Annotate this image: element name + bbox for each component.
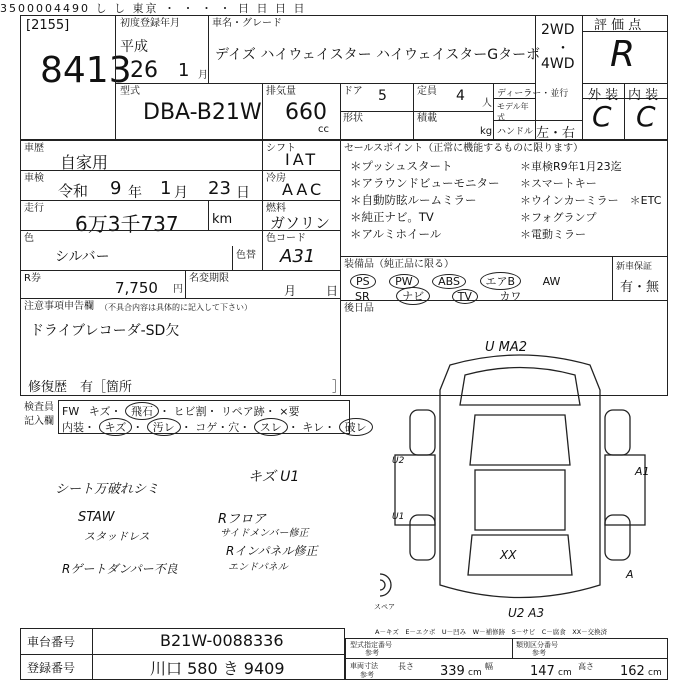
handnote-right-2: サイドメンバー修正 xyxy=(220,528,309,539)
car-body-outline xyxy=(440,355,600,598)
notes-sub: （不具合内容は具体的に記入して下さい） xyxy=(100,303,252,312)
handle-label: ハンドル xyxy=(497,127,534,137)
diag-mark-4: U2 xyxy=(392,456,405,466)
wheel-front-left xyxy=(410,410,435,455)
sales-point: ＊車検R9年1月23迄 xyxy=(520,160,622,173)
insp-item: キレ xyxy=(302,421,325,434)
type-sub: 参考 xyxy=(365,649,379,657)
sales-points-left xyxy=(350,158,500,243)
class-sub: 参考 xyxy=(532,649,546,657)
height-label: 高さ xyxy=(578,662,594,671)
drive-dot: ・ xyxy=(556,41,570,57)
doors-value: 5 xyxy=(378,88,387,104)
length-unit: cm xyxy=(468,668,482,678)
chassis-value: B21W-0088336 xyxy=(160,631,284,650)
inspector-label: 記入欄 xyxy=(24,416,54,427)
inspection-d: 日 xyxy=(236,185,250,201)
inspection-day: 23 xyxy=(208,178,231,199)
sales-point: ＊ウインカーミラー ＊ETC xyxy=(520,194,662,207)
load-unit: kg xyxy=(480,126,493,137)
inspector-row1: FW キズ・ 飛石 ・ ヒビ割・ リペア跡・ ×要 xyxy=(62,402,300,420)
color-value: シルバー xyxy=(55,249,110,265)
use-value: 自家用 xyxy=(60,153,109,172)
model-value: DBA-B21W xyxy=(143,100,262,125)
doors-label: ドア xyxy=(343,86,363,97)
insp-item: 汚レ xyxy=(147,418,181,436)
insp-item: コゲ・穴 xyxy=(195,421,240,434)
color-code-label: 色コード xyxy=(266,233,306,244)
plate-value: 川口 580 き 9409 xyxy=(150,659,285,678)
aircon-label: 冷房 xyxy=(266,173,286,184)
car-diagram xyxy=(380,335,660,625)
car-grade: ハイウェイスターGターボ xyxy=(376,47,541,63)
handnote-right-0: キズ U1 xyxy=(248,469,300,485)
plate-label: 登録番号 xyxy=(27,661,76,675)
handnote-right-4: エンドパネル xyxy=(228,562,288,573)
inspection-label: 車検 xyxy=(24,173,44,184)
length-label: 長さ xyxy=(398,662,414,671)
registration-month: 1 xyxy=(178,60,190,81)
windshield-outline xyxy=(470,415,570,465)
handnote-left-3: Rゲートダンパー不良 xyxy=(62,562,178,576)
handnote-left-2: スタッドレス xyxy=(84,530,150,543)
damage-legend: A－キズ E－エクボ U－凹み W－補修跡 S－サビ C－腐食 XX－交換済 xyxy=(375,628,608,636)
mileage-value: 6万3千737 xyxy=(75,212,179,236)
wheel-rear-right xyxy=(605,515,630,560)
diag-mark-3: A xyxy=(626,568,634,581)
equip-aw: AW xyxy=(542,275,561,288)
diag-mark-0: U MA2 xyxy=(485,340,528,355)
interior-value: C xyxy=(636,100,656,133)
displacement-unit: cc xyxy=(318,124,329,135)
aircon-value: AAC xyxy=(282,180,325,199)
color-code-value: A31 xyxy=(280,246,316,267)
lot-code: [2155] xyxy=(26,18,70,33)
equip-navi: ナビ xyxy=(396,287,430,305)
car-name-label: 車名・グレード xyxy=(212,18,282,29)
insp-item: スレ xyxy=(254,418,288,436)
rating-value: R xyxy=(610,34,636,75)
repair-value: 有［箇所 xyxy=(80,380,133,395)
name-change-d: 日 xyxy=(326,284,339,298)
model-year-label: モデル年式 xyxy=(497,102,529,122)
shift-label: シフト xyxy=(266,143,296,154)
width-unit: cm xyxy=(558,668,572,678)
repair-bracket: ］ xyxy=(332,380,346,395)
displacement-label: 排気量 xyxy=(266,86,296,97)
sales-point: ＊スマートキー xyxy=(520,177,597,190)
height-unit: cm xyxy=(648,668,662,678)
drive-4wd: 4WD xyxy=(541,56,575,72)
equip-abs: ABS xyxy=(432,274,466,289)
recycle-unit: 円 xyxy=(173,284,183,295)
sales-points-right xyxy=(520,158,661,243)
insp-item: 破レ xyxy=(339,418,373,436)
shape-label: 形状 xyxy=(343,113,363,124)
equip-pw: PW xyxy=(389,274,419,289)
sales-points-label: セールスポイント（正常に機能するものに限ります） xyxy=(344,143,584,154)
color-change-label: 色替 xyxy=(236,250,256,261)
insp-item: ×要 xyxy=(279,405,300,418)
diag-mark-7: U2 A3 xyxy=(508,606,545,620)
sales-point: ＊アルミホイール xyxy=(350,227,442,241)
mileage-label: 走行 xyxy=(24,203,44,214)
repair-label: 修復歴 xyxy=(28,380,68,395)
rear-label: 後日品 xyxy=(344,303,374,314)
car-name: デイズ ハイウェイスター xyxy=(215,47,372,63)
dealer-label: ディーラー・並行 xyxy=(497,89,569,99)
type-label: 型式指定番号 xyxy=(350,641,392,649)
sales-point: ＊プッシュスタート xyxy=(350,159,453,173)
fuel-value: ガソリン xyxy=(270,214,331,232)
hood-outline xyxy=(460,368,580,406)
insp-item: ヒビ割 xyxy=(173,405,207,418)
height-value: 162 xyxy=(620,664,645,679)
load-label: 積載 xyxy=(417,113,437,124)
diag-mark-5: U1 xyxy=(392,512,405,522)
class-label: 類別区分番号 xyxy=(516,641,558,649)
insp-item: キズ xyxy=(99,418,133,436)
handnote-right-1: Rフロア xyxy=(218,512,267,527)
lot-number: 8413 xyxy=(40,50,132,91)
exterior-label: 外 装 xyxy=(588,88,619,103)
interior-label: 内 装 xyxy=(628,88,659,103)
recycle-label: R券 xyxy=(24,273,41,284)
shift-value: IAT xyxy=(285,150,319,169)
insp-item: 飛石 xyxy=(125,402,159,420)
inspection-year: 9 xyxy=(110,178,122,199)
dim-label: 車両寸法 xyxy=(350,662,378,670)
color-label: 色 xyxy=(24,233,34,244)
width-label: 幅 xyxy=(485,662,493,671)
insp-item: キズ xyxy=(88,405,111,418)
inspection-month: 1 xyxy=(160,178,172,199)
registration-month-unit: 月 xyxy=(198,70,208,81)
equip-tv: TV xyxy=(452,289,478,304)
sales-point: ＊自動防眩ルームミラー xyxy=(350,193,477,207)
use-label: 車歴 xyxy=(24,143,44,154)
equip-ps: PS xyxy=(350,274,376,289)
warranty-value: 有・無 xyxy=(620,280,660,295)
sales-point: ＊フォグランプ xyxy=(520,211,597,224)
diag-mark-6: XX xyxy=(500,548,517,562)
model-label: 型式 xyxy=(120,86,140,97)
equip-sr: SR xyxy=(355,290,370,303)
registration-era: 平成 xyxy=(120,39,148,55)
spare-tire-hub xyxy=(380,580,385,590)
notes-label: 注意事項申告欄 xyxy=(24,301,94,312)
equip-leather: カワ xyxy=(499,290,522,303)
spare-label: スペア xyxy=(374,603,395,611)
fuel-label: 燃料 xyxy=(266,203,286,214)
length-value: 339 xyxy=(440,664,465,679)
inspector-row2: 内装・ キズ ・ 汚レ ・ コゲ・穴・ スレ ・ キレ・ 破レ xyxy=(62,418,373,436)
capacity-value: 4 xyxy=(456,88,465,104)
inspector-labels xyxy=(24,401,54,429)
header-strip: 3500004490 し し 東京 ・ ・ ・ ・ 日 日 日 日 xyxy=(0,2,307,15)
warranty-label: 新車保証 xyxy=(616,262,653,272)
insp-item: FW xyxy=(62,405,80,418)
sales-point: ＊純正ナビ。TV xyxy=(350,210,434,224)
capacity-label: 定員 xyxy=(417,86,437,97)
width-value: 147 xyxy=(530,664,555,679)
diag-mark-1: A1 xyxy=(635,465,650,478)
recycle-value: 7,750 xyxy=(115,279,158,297)
wheel-front-right xyxy=(605,410,630,455)
inspection-m: 月 xyxy=(174,185,188,201)
handnote-right-3: Rインパネル修正 xyxy=(226,544,318,558)
registration-year: 26 xyxy=(130,58,158,83)
drive-2wd: 2WD xyxy=(541,22,575,38)
equip-airbag: エアB xyxy=(480,272,522,290)
wheel-rear-left xyxy=(410,515,435,560)
sales-point: ＊電動ミラー xyxy=(520,228,586,241)
rear-window-outline xyxy=(468,535,572,575)
sales-point: ＊アラウンドビューモニター xyxy=(350,176,500,190)
handle-value: 左・右 xyxy=(536,126,576,141)
name-change-m: 月 xyxy=(284,284,297,298)
roof-outline xyxy=(475,470,565,530)
inspection-era: 令和 xyxy=(58,182,89,200)
notes-text: ドライブレコーダ-SD欠 xyxy=(30,323,180,339)
exterior-value: C xyxy=(592,100,612,133)
chassis-label: 車台番号 xyxy=(27,635,76,649)
insp-item: 内装 xyxy=(62,421,84,434)
handnote-left-0: シート万破れシミ xyxy=(55,482,160,497)
inspection-y: 年 xyxy=(128,185,142,201)
inspector-label: 検査員 xyxy=(24,402,54,413)
rating-label: 評 価 点 xyxy=(594,18,642,33)
equipment-row2 xyxy=(350,287,521,305)
dim-sub: 参考 xyxy=(360,671,374,679)
handnote-left-1: STAW xyxy=(78,510,115,525)
displacement-value: 660 xyxy=(285,100,327,125)
equipment-label: 装備品（純正品に限る） xyxy=(344,259,454,270)
insp-item: リペア跡 xyxy=(221,405,265,418)
name-change-label: 名変期限 xyxy=(189,273,229,284)
mileage-unit: km xyxy=(212,212,233,227)
registration-label: 初度登録年月 xyxy=(120,18,180,29)
capacity-unit: 人 xyxy=(482,98,492,109)
